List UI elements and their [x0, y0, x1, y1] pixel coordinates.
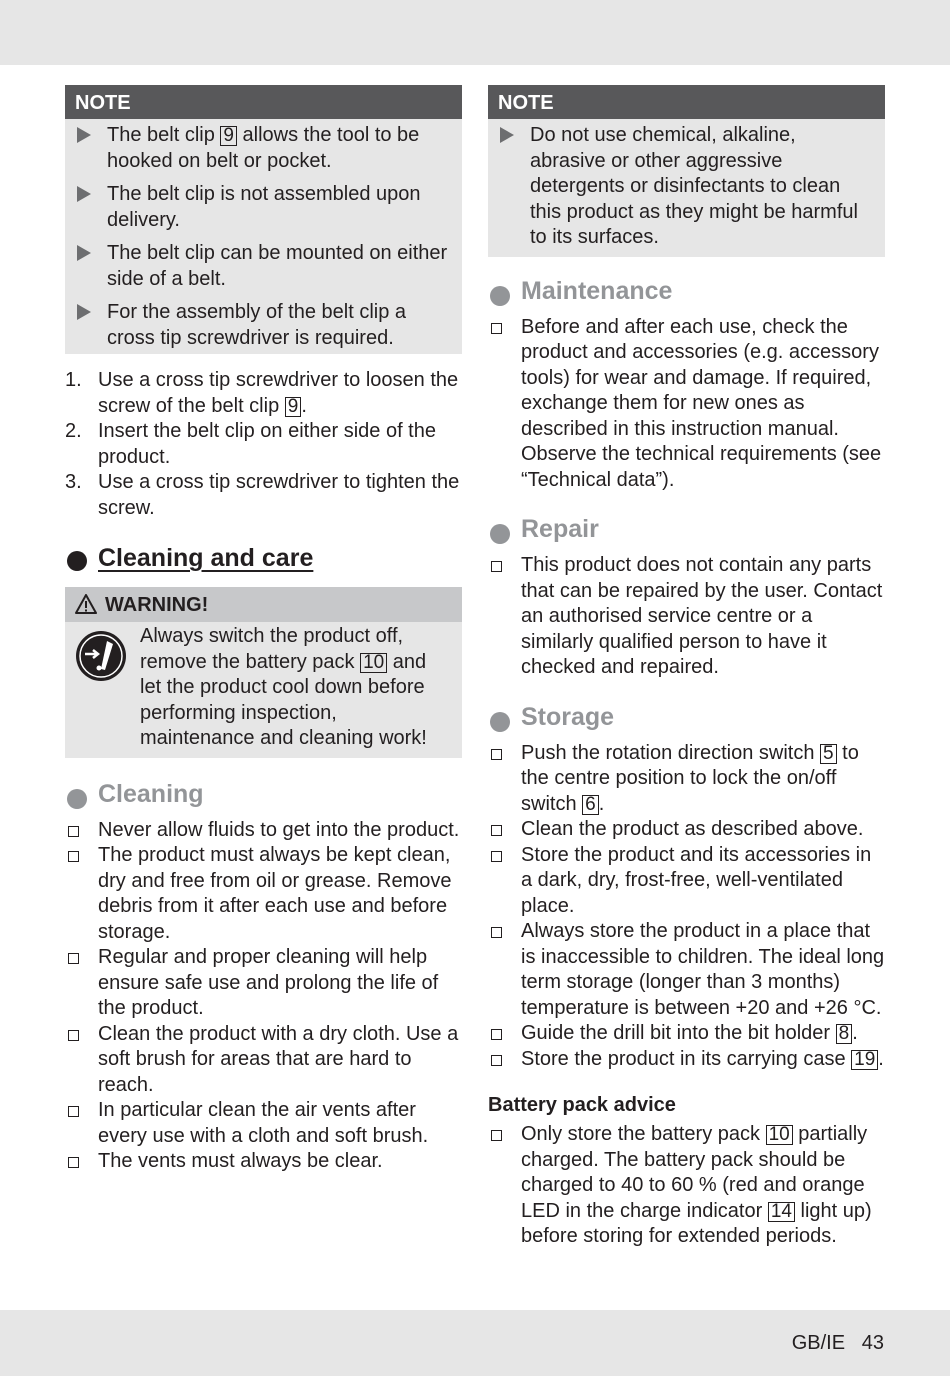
triangle-bullet-icon [77, 186, 91, 202]
list-item: This product does not contain any parts that can be repaired by the user. Contact an authorised service centre or a similarly qualified person to have it checked and repaired. [488, 553, 885, 681]
remove-battery-icon [74, 629, 128, 691]
note-item: For the assembly of the belt clip a cross tip screwdriver is required. [75, 300, 452, 351]
page-number: GB/IE 43 [791, 1332, 884, 1354]
black-dot-icon [67, 551, 87, 571]
square-bullet-icon [68, 1157, 79, 1168]
square-bullet-icon [68, 851, 79, 862]
note-heading: NOTE [488, 85, 885, 119]
storage-list [488, 741, 885, 1073]
list-item: Clean the product as described above. [488, 817, 885, 843]
subsection-title-storage: Storage [488, 701, 885, 741]
reference-number: 9 [220, 126, 237, 146]
square-bullet-icon [68, 826, 79, 837]
note-box-belt-clip [65, 85, 462, 354]
list-item: Regular and proper cleaning will help ensure safe use and prolong the life of the product. [65, 945, 462, 1022]
list-item: Push the rotation direction switch 5 to the centre position to lock the on/off switch 6 . [488, 741, 885, 818]
note-list [65, 119, 462, 354]
square-bullet-icon [68, 1030, 79, 1041]
square-bullet-icon [491, 825, 502, 836]
belt-clip-steps [65, 368, 462, 521]
square-bullet-icon [491, 851, 502, 862]
triangle-bullet-icon [500, 127, 514, 143]
square-bullet-icon [491, 1055, 502, 1066]
note-item: Do not use chemical, alkaline, abrasive or other aggressive detergents or disinfectants to clean this product as they might be harmful to its surfaces. [498, 123, 875, 251]
subsection-title-maintenance: Maintenance [488, 275, 885, 315]
reference-number: 6 [582, 795, 599, 815]
right-column [488, 85, 885, 1250]
battery-advice-heading: Battery pack advice [488, 1094, 676, 1116]
list-item: In particular clean the air vents after every use with a cloth and soft brush. [65, 1098, 462, 1149]
list-item: Before and after each use, check the product and accessories (e.g. accessory tools) for wear and damage. If required, exchange them for new ones as described in this instruction manual. Observe the technical requirements (see “Technical data”). [488, 315, 885, 494]
list-item: Only store the battery pack 10 partially charged. The battery pack should be charged to 40 to 60 % (red and orange LED in the charge indicator 14 light up) before storing for extended periods. [488, 1122, 885, 1250]
square-bullet-icon [491, 1029, 502, 1040]
reference-number: 10 [766, 1125, 793, 1145]
cleaning-list [65, 818, 462, 1175]
square-bullet-icon [491, 323, 502, 334]
list-item: Store the product and its accessories in a dark, dry, frost-free, well-ventilated place. [488, 843, 885, 920]
triangle-bullet-icon [77, 127, 91, 143]
left-column [65, 85, 462, 1175]
section-title-cleaning-and-care: Cleaning and care [65, 541, 462, 581]
square-bullet-icon [491, 927, 502, 938]
grey-dot-icon [490, 712, 510, 732]
grey-dot-icon [490, 524, 510, 544]
note-item: The belt clip is not assembled upon delivery. [75, 182, 452, 233]
subsection-title-repair: Repair [488, 513, 885, 553]
step-item: 2. Insert the belt clip on either side of the product. [65, 420, 436, 468]
list-item: Guide the drill bit into the bit holder 8 . [488, 1021, 885, 1047]
note-item: The belt clip can be mounted on either side of a belt. [75, 241, 452, 292]
note-box-detergents [488, 85, 885, 257]
square-bullet-icon [491, 561, 502, 572]
list-item: Always store the product in a place that is inaccessible to children. The ideal long term storage (longer than 3 months) temperature is between +20 and +26 °C. [488, 919, 885, 1021]
reference-number: 14 [768, 1202, 795, 1222]
note-list [488, 119, 885, 257]
list-item: Store the product in its carrying case 19 . [488, 1047, 885, 1073]
reference-number: 5 [820, 744, 837, 764]
maintenance-list [488, 315, 885, 494]
warning-heading: WARNING! [65, 587, 462, 622]
page-footer [0, 1310, 950, 1376]
warning-box [65, 587, 462, 758]
reference-number: 8 [836, 1024, 853, 1044]
subsection-title-cleaning: Cleaning [65, 778, 462, 818]
list-item: The product must always be kept clean, dry and free from oil or grease. Remove debris from it after each use and before storage. [65, 843, 462, 945]
triangle-bullet-icon [77, 245, 91, 261]
square-bullet-icon [68, 1106, 79, 1117]
triangle-bullet-icon [77, 304, 91, 320]
warning-text: Always switch the product off, remove the battery pack 10 and let the product cool down before performing inspection, maintenance and cleaning work! [65, 622, 462, 758]
list-item: Never allow fluids to get into the product. [65, 818, 462, 844]
step-item: 1. Use a cross tip screwdriver to loosen the screw of the belt clip 9 . [65, 369, 459, 417]
repair-list [488, 553, 885, 681]
square-bullet-icon [491, 749, 502, 760]
list-item: Clean the product with a dry cloth. Use a soft brush for areas that are hard to reach. [65, 1022, 462, 1099]
square-bullet-icon [491, 1130, 502, 1141]
top-band [0, 0, 950, 65]
reference-number: 9 [285, 397, 302, 417]
square-bullet-icon [68, 953, 79, 964]
battery-advice-list [488, 1122, 885, 1250]
list-item: The vents must always be clear. [65, 1149, 462, 1175]
note-item: The belt clip 9 allows the tool to be hooked on belt or pocket. [75, 123, 452, 174]
note-heading: NOTE [65, 85, 462, 119]
reference-number: 10 [360, 653, 387, 673]
reference-number: 19 [851, 1050, 878, 1070]
step-item: 3. Use a cross tip screwdriver to tighten the screw. [65, 471, 460, 519]
grey-dot-icon [490, 286, 510, 306]
grey-dot-icon [67, 789, 87, 809]
